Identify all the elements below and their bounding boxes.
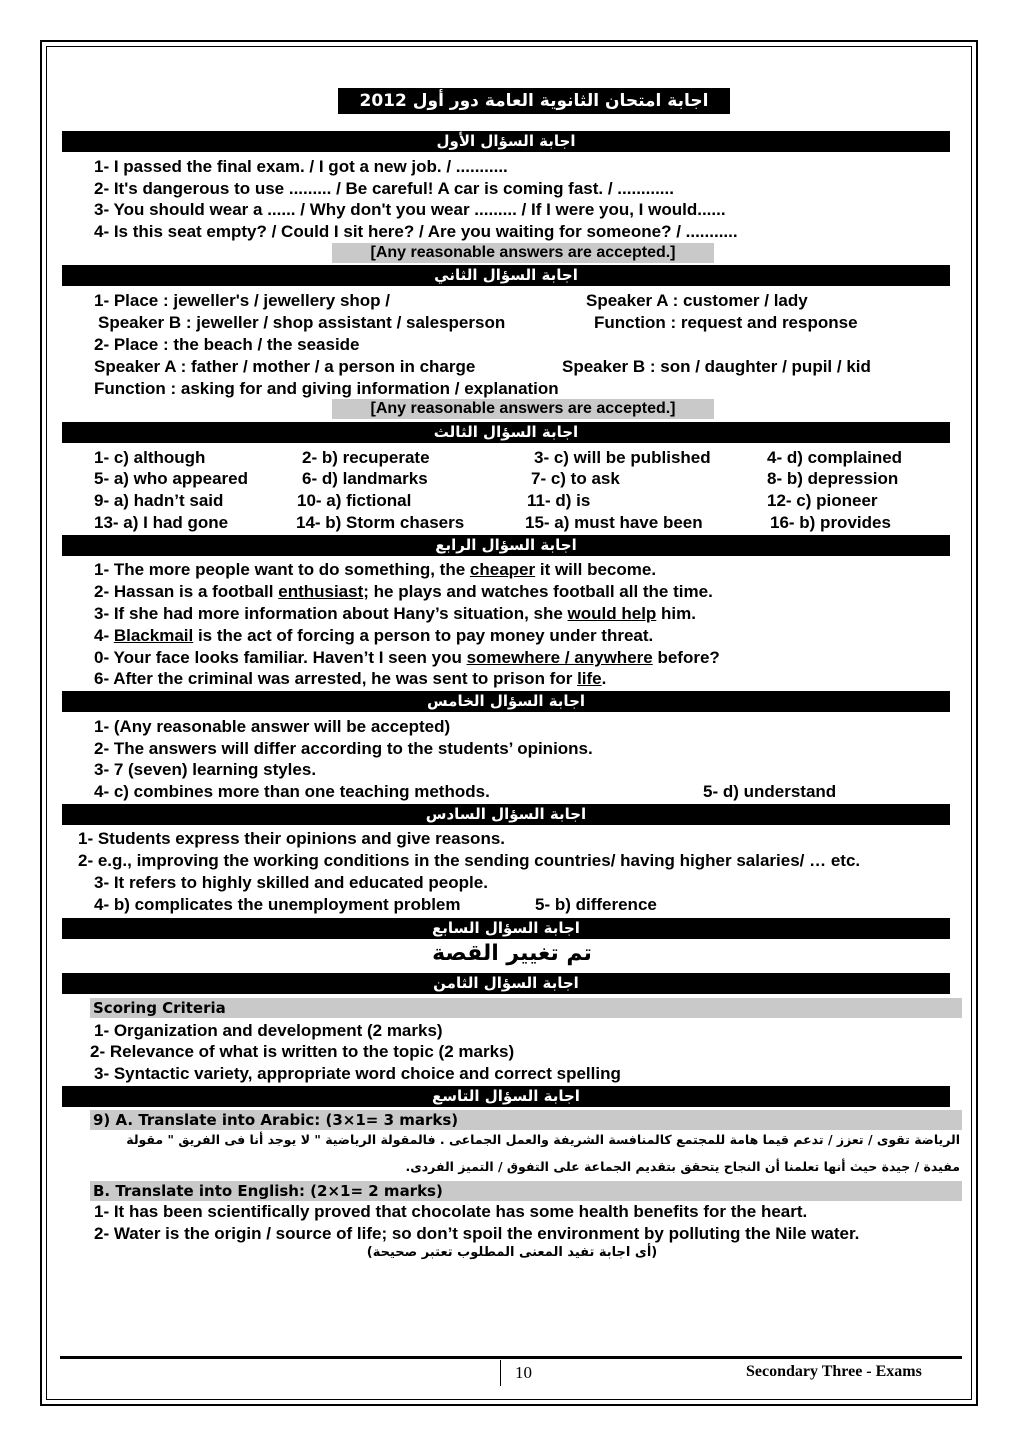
accepted-note: [Any reasonable answers are accepted.] — [332, 399, 714, 419]
q4-line-5: 0- Your face looks familiar. Haven’t I seen you somewhere / anywhere before? — [94, 648, 720, 667]
q6-line-1: 1- Students express their opinions and give reasons. — [78, 829, 506, 848]
q3-header: اجابة السؤال الثالث — [62, 422, 950, 443]
q9a-arabic-1: الرياضة تقوى / تعزز / تدعم قيما هامة للمجتمع كالمنافسة الشريفة والعمل الجماعى . فالمقولة الرياضية " لا يوجد أنا فى الفريق " مقولة — [126, 1132, 960, 1147]
q9a-arabic-2: مفيدة / جيدة حيث أنها تعلمنا أن النجاح يتحقق بتقديم الجماعة على التفوق / التميز الفردى. — [405, 1159, 960, 1174]
q9b-label: B. Translate into English: (2×1= 2 marks) — [90, 1181, 962, 1201]
q2-line-2b: Function : request and response — [594, 313, 858, 332]
q2-line-5: Function : asking for and giving information / explanation — [94, 379, 559, 398]
footer-divider — [500, 1360, 501, 1386]
q1-line-1: 1- I passed the final exam. / I got a new job. / ........... — [94, 157, 508, 176]
q5-header: اجابة السؤال الخامس — [62, 691, 950, 712]
q8-line-2: 2- Relevance of what is written to the topic (2 marks) — [90, 1042, 515, 1061]
q3-answer: 16- b) provides — [770, 513, 891, 532]
q3-answer: 6- d) landmarks — [302, 469, 428, 488]
q5-line-4a: 4- c) combines more than one teaching methods. — [94, 782, 490, 801]
q2-line-1b: Speaker A : customer / lady — [586, 291, 808, 310]
q8-header: اجابة السؤال الثامن — [62, 973, 950, 994]
q9-note: (أى اجابة تفيد المعنى المطلوب تعتبر صحيحة) — [366, 1245, 658, 1260]
q3-answer: 8- b) depression — [767, 469, 899, 488]
q2-line-2a: Speaker B : jeweller / shop assistant / salesperson — [98, 313, 506, 332]
q3-answer: 3- c) will be published — [534, 448, 711, 467]
q9b-line-1: 1- It has been scientifically proved that chocolate has some health benefits for the heart. — [94, 1202, 808, 1221]
q5-line-3: 3- 7 (seven) learning styles. — [94, 760, 317, 779]
q3-answer: 13- a) I had gone — [94, 513, 229, 532]
q3-answer: 5- a) who appeared — [94, 469, 248, 488]
scoring-criteria-label: Scoring Criteria — [90, 998, 962, 1018]
q1-line-4: 4- Is this seat empty? / Could I sit here? / Are you waiting for someone? / ........... — [94, 222, 738, 241]
q4-line-6: 6- After the criminal was arrested, he was sent to prison for life. — [94, 669, 607, 688]
page-number: 10 — [515, 1363, 532, 1382]
page-title: اجابة امتحان الثانوية العامة دور أول 2012 — [338, 88, 730, 114]
q4-line-3: 3- If she had more information about Hany’s situation, she would help him. — [94, 604, 696, 623]
q2-line-3: 2- Place : the beach / the seaside — [94, 335, 360, 354]
q7-header: اجابة السؤال السابع — [62, 918, 950, 939]
q2-header: اجابة السؤال الثاني — [62, 265, 950, 286]
footer-rule — [60, 1356, 962, 1359]
q3-answer: 11- d) is — [527, 491, 591, 510]
q4-line-1: 1- The more people want to do something, the cheaper it will become. — [94, 560, 657, 579]
q3-answer: 14- b) Storm chasers — [296, 513, 465, 532]
q6-line-4a: 4- b) complicates the unemployment problem — [94, 895, 461, 914]
q3-answer: 9- a) hadn’t said — [94, 491, 224, 510]
q6-line-2: 2- e.g., improving the working conditions in the sending countries/ having higher salaries/ … etc. — [78, 851, 861, 870]
q4-line-2: 2- Hassan is a football enthusiast; he plays and watches football all the time. — [94, 582, 713, 601]
q2-line-4a: Speaker A : father / mother / a person in charge — [94, 357, 476, 376]
q3-answer: 10- a) fictional — [297, 491, 412, 510]
q9b-line-2: 2- Water is the origin / source of life; so don’t spoil the environment by polluting the Nile water. — [94, 1224, 860, 1243]
accepted-note: [Any reasonable answers are accepted.] — [332, 243, 714, 263]
q6-line-3: 3- It refers to highly skilled and educated people. — [94, 873, 488, 892]
q2-line-1a: 1- Place : jeweller's / jewellery shop / — [94, 291, 391, 310]
q3-answer: 4- d) complained — [767, 448, 903, 467]
footer-label: Secondary Three - Exams — [746, 1363, 922, 1380]
q8-line-3: 3- Syntactic variety, appropriate word choice and correct spelling — [94, 1064, 621, 1083]
q2-line-4b: Speaker B : son / daughter / pupil / kid — [562, 357, 871, 376]
q9a-label: 9) A. Translate into Arabic: (3×1= 3 marks) — [90, 1110, 962, 1130]
q5-line-1: 1- (Any reasonable answer will be accepted) — [94, 717, 451, 736]
q3-answer: 2- b) recuperate — [302, 448, 430, 467]
q3-answer: 12- c) pioneer — [767, 491, 878, 510]
q1-header: اجابة السؤال الأول — [62, 131, 950, 152]
q8-line-1: 1- Organization and development (2 marks) — [94, 1021, 443, 1040]
q1-line-2: 2- It's dangerous to use ......... / Be careful! A car is coming fast. / ............ — [94, 179, 674, 198]
q3-answer: 1- c) although — [94, 448, 206, 467]
q1-line-3: 3- You should wear a ...... / Why don't you wear ......... / If I were you, I would...... — [94, 200, 726, 219]
q4-header: اجابة السؤال الرابع — [62, 535, 950, 556]
q3-answer: 15- a) must have been — [525, 513, 703, 532]
q6-header: اجابة السؤال السادس — [62, 804, 950, 825]
q3-answer: 7- c) to ask — [531, 469, 620, 488]
q5-line-2: 2- The answers will differ according to the students’ opinions. — [94, 739, 593, 758]
q4-line-4: 4- Blackmail is the act of forcing a person to pay money under threat. — [94, 626, 654, 645]
q6-line-4b: 5- b) difference — [535, 895, 657, 914]
q9-header: اجابة السؤال التاسع — [62, 1086, 950, 1107]
q7-note: تم تغيير القصة — [432, 941, 592, 966]
q5-line-4b: 5- d) understand — [703, 782, 837, 801]
